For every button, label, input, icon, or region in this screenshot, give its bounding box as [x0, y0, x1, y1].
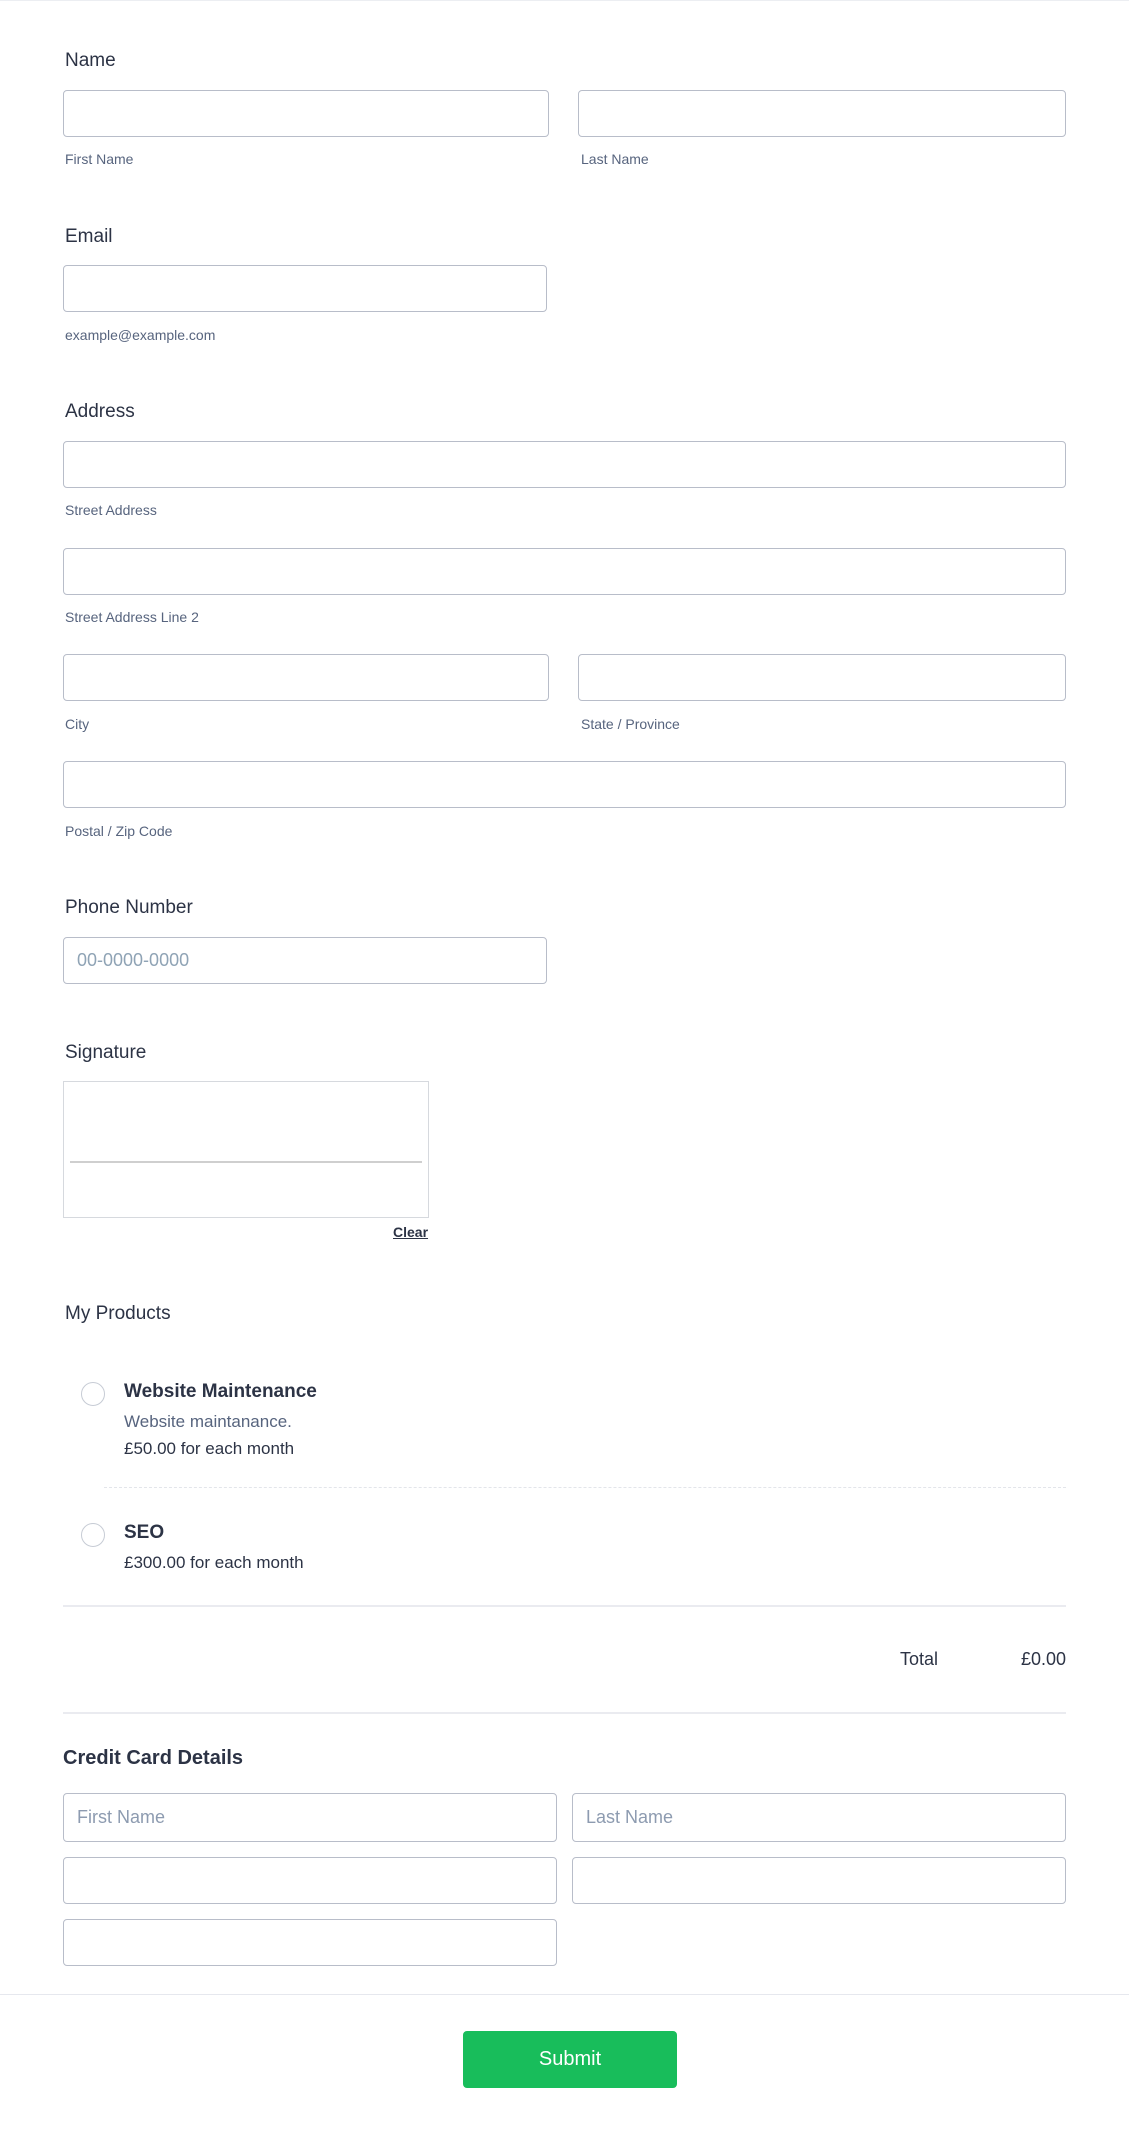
- last-name-input[interactable]: [578, 90, 1066, 137]
- first-name-sublabel: First Name: [65, 151, 134, 167]
- cc-security-code-input[interactable]: [572, 1857, 1066, 1904]
- cc-expiry-input[interactable]: [63, 1919, 557, 1966]
- total-label: Total: [900, 1649, 939, 1669]
- postal-code-input[interactable]: [63, 761, 1066, 808]
- footer-divider: [0, 1994, 1129, 1995]
- product-price: £300.00 for each month: [124, 1553, 304, 1572]
- street-address-line2-input[interactable]: [63, 548, 1066, 595]
- cc-card-number-input[interactable]: [63, 1857, 557, 1904]
- street-address-input[interactable]: [63, 441, 1066, 488]
- street-address-sublabel: Street Address: [65, 502, 157, 518]
- cc-last-name-input[interactable]: [572, 1793, 1066, 1842]
- product-description: Website maintanance.: [124, 1412, 292, 1431]
- signature-pad[interactable]: [63, 1081, 429, 1218]
- total-value: £0.00: [1020, 1649, 1066, 1669]
- product-radio-seo[interactable]: [81, 1523, 105, 1547]
- product-radio-website-maintenance[interactable]: [81, 1382, 105, 1406]
- city-input[interactable]: [63, 654, 549, 701]
- state-input[interactable]: [578, 654, 1066, 701]
- top-border: [0, 0, 1129, 1]
- product-title: SEO: [124, 1522, 165, 1543]
- products-divider: [63, 1605, 1066, 1607]
- clear-signature-link[interactable]: Clear: [393, 1224, 429, 1240]
- credit-card-title: Credit Card Details: [63, 1747, 244, 1769]
- product-title: Website Maintenance: [124, 1381, 317, 1402]
- submit-button[interactable]: Submit: [463, 2031, 677, 2088]
- first-name-input[interactable]: [63, 90, 549, 137]
- phone-input[interactable]: [63, 937, 547, 984]
- phone-label: Phone Number: [65, 897, 193, 918]
- state-sublabel: State / Province: [581, 716, 680, 732]
- name-label: Name: [65, 50, 116, 71]
- city-sublabel: City: [65, 716, 90, 732]
- signature-label: Signature: [65, 1042, 147, 1063]
- address-label: Address: [65, 401, 135, 422]
- email-input[interactable]: [63, 265, 547, 312]
- email-sublabel: example@example.com: [65, 327, 216, 343]
- email-label: Email: [65, 226, 113, 247]
- products-label: My Products: [65, 1303, 171, 1324]
- postal-code-sublabel: Postal / Zip Code: [65, 823, 173, 839]
- signature-baseline: [70, 1161, 422, 1163]
- street-address-line2-sublabel: Street Address Line 2: [65, 609, 199, 625]
- product-divider: [104, 1487, 1066, 1488]
- total-divider: [63, 1712, 1066, 1714]
- last-name-sublabel: Last Name: [581, 151, 649, 167]
- cc-first-name-input[interactable]: [63, 1793, 557, 1842]
- product-price: £50.00 for each month: [124, 1439, 295, 1458]
